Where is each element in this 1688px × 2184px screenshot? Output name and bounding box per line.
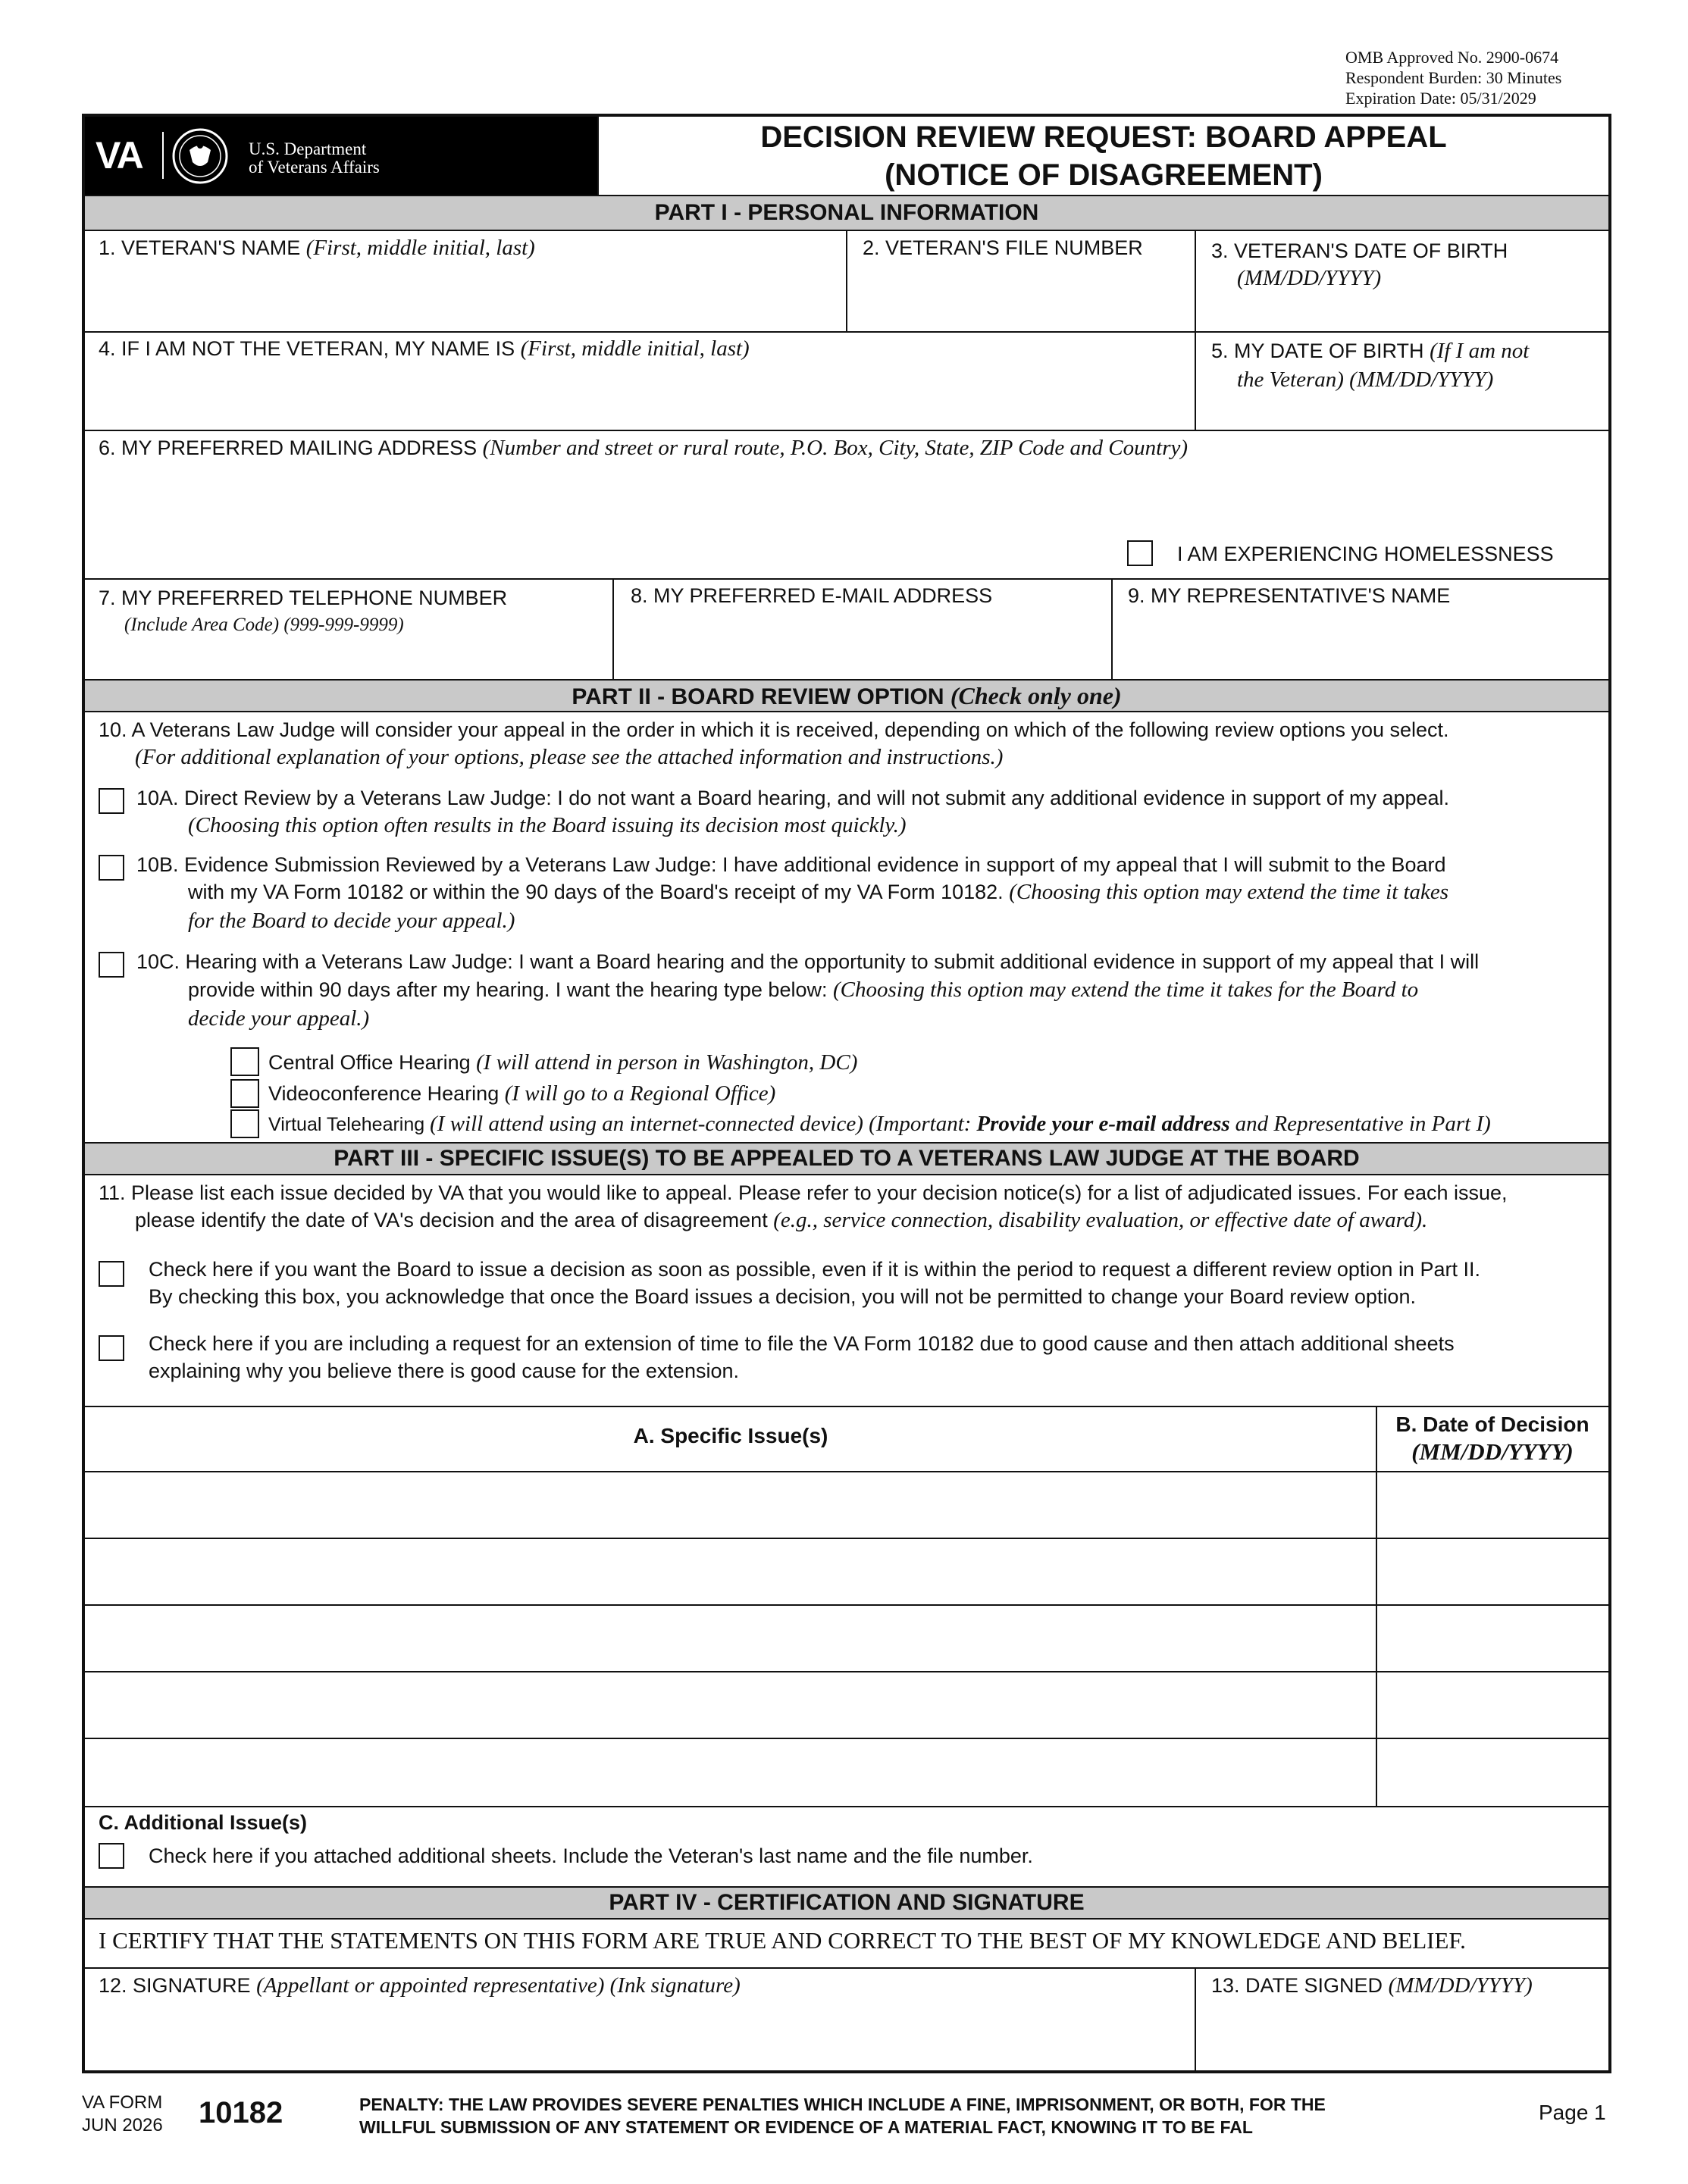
title-line-1: DECISION REVIEW REQUEST: BOARD APPEAL xyxy=(760,120,1447,154)
logo-divider xyxy=(162,132,164,179)
telephone-field[interactable] xyxy=(86,640,612,678)
virtual-telehearing-hint-a: (I will attend using an internet-connected device) (Important: xyxy=(430,1112,972,1136)
issue-row-2[interactable] xyxy=(86,1539,1375,1604)
signature-label-text: 12. SIGNATURE xyxy=(99,1974,251,1997)
part1-heading xyxy=(85,195,1608,231)
va-seal-icon xyxy=(171,127,229,185)
date-signed-label-text: 13. DATE SIGNED xyxy=(1211,1974,1383,1997)
veteran-name-hint: (First, middle initial, last) xyxy=(305,236,535,260)
form-date: JUN 2026 xyxy=(82,2115,163,2136)
option-10c-line-2-text: provide within 90 days after my hearing. I want the hearing type below: xyxy=(188,978,828,1001)
central-office-hint: (I will attend in person in Washington, DC) xyxy=(476,1050,858,1075)
expiration-date: Expiration Date: 05/31/2029 xyxy=(1345,89,1536,108)
mailing-address-label-text: 6. MY PREFERRED MAILING ADDRESS xyxy=(99,436,478,459)
issues-intro-1: 11. Please list each issue decided by VA that you would like to appeal. Please refer to your decision notice(s) for a list of adjudicated issues. For each issue, xyxy=(99,1181,1508,1204)
penalty-notice xyxy=(359,2093,1326,2139)
claimant-dob-label-text: 5. MY DATE OF BIRTH xyxy=(1211,339,1424,362)
option-10b-hint-1: (Choosing this option may extend the time it takes xyxy=(1009,880,1449,904)
divider xyxy=(85,1406,1608,1407)
option-10c-hint-2: decide your appeal.) xyxy=(188,1006,370,1031)
extension-line-2: explaining why you believe there is good cause for the extension. xyxy=(149,1360,739,1382)
veteran-dob-hint: (MM/DD/YYYY) xyxy=(1237,266,1382,290)
claimant-dob-hint-1: (If I am not xyxy=(1430,339,1530,363)
telephone-hint: (Include Area Code) (999-999-9999) xyxy=(124,615,404,635)
issue-date-2[interactable] xyxy=(1377,1539,1608,1604)
dept-line-2: of Veterans Affairs xyxy=(249,158,380,177)
homeless-label: I AM EXPERIENCING HOMELESSNESS xyxy=(1177,543,1554,565)
option-10c-checkbox[interactable] xyxy=(99,952,124,978)
certification-statement: I CERTIFY THAT THE STATEMENTS ON THIS FORM ARE TRUE AND CORRECT TO THE BEST OF MY KNOWLEDGE AND BELIEF. xyxy=(99,1927,1466,1954)
central-office-label-text: Central Office Hearing xyxy=(268,1051,471,1074)
dept-line-1: U.S. Department xyxy=(249,139,367,158)
form-id xyxy=(82,2092,163,2137)
part2-heading xyxy=(85,679,1608,712)
review-intro: 10. A Veterans Law Judge will consider your appeal in the order in which it is received, depending on which of the following review options you select. xyxy=(99,718,1449,741)
omb-number: OMB Approved No. 2900-0674 xyxy=(1345,48,1559,67)
option-10a-checkbox[interactable] xyxy=(99,788,124,814)
virtual-telehearing-label-text: Virtual Telehearing xyxy=(268,1114,425,1135)
additional-sheets-checkbox[interactable] xyxy=(99,1843,124,1869)
date-signed-hint: (MM/DD/YYYY) xyxy=(1388,1973,1533,1998)
part2-title-hint: (Check only one) xyxy=(950,682,1122,709)
homeless-checkbox[interactable] xyxy=(1127,540,1153,566)
issue-row-4[interactable] xyxy=(86,1672,1375,1737)
mailing-address-label xyxy=(99,435,1188,461)
col-date-of-decision: B. Date of Decision xyxy=(1395,1413,1589,1436)
claimant-name-field[interactable] xyxy=(86,364,1193,428)
issue-row-1[interactable] xyxy=(86,1472,1375,1537)
videoconference-checkbox[interactable] xyxy=(230,1079,259,1108)
option-10a-label: 10A. Direct Review by a Veterans Law Judge: I do not want a Board hearing, and will not submit any additional evidence in support of my appeal. xyxy=(136,787,1450,809)
issues-intro-2 xyxy=(135,1207,1427,1233)
email-label: 8. MY PREFERRED E-MAIL ADDRESS xyxy=(631,584,993,607)
videoconference-hint: (I will go to a Regional Office) xyxy=(504,1081,776,1106)
veteran-dob-label: 3. VETERAN'S DATE OF BIRTH xyxy=(1211,239,1508,262)
penalty-line-1: PENALTY: THE LAW PROVIDES SEVERE PENALTIES WHICH INCLUDE A FINE, IMPRISONMENT, OR BOTH, FOR THE xyxy=(359,2095,1326,2114)
veteran-name-label-text: 1. VETERAN'S NAME xyxy=(99,236,301,259)
divider xyxy=(1195,231,1196,430)
option-10a-hint: (Choosing this option often results in the Board issuing its decision most quickly.) xyxy=(188,813,907,837)
option-10c-line-2 xyxy=(188,977,1418,1003)
videoconference-label xyxy=(268,1081,775,1106)
claimant-dob-hint-2: the Veteran) (MM/DD/YYYY) xyxy=(1237,368,1494,392)
extension-line-1: Check here if you are including a request for an extension of time to file the VA Form 10182 due to good cause and then attach additional sheets xyxy=(149,1332,1455,1355)
issues-intro-2-text: please identify the date of VA's decision and the area of disagreement xyxy=(135,1209,768,1231)
virtual-telehearing-hint-b: Provide your e-mail address xyxy=(976,1112,1230,1136)
signature-hint: (Appellant or appointed representative) (Ink signature) xyxy=(256,1973,741,1998)
form-title xyxy=(599,118,1608,194)
form-label: VA FORM xyxy=(82,2092,163,2113)
claimant-name-label-text: 4. IF I AM NOT THE VETERAN, MY NAME IS xyxy=(99,337,515,360)
va-logo: VA xyxy=(96,134,142,177)
central-office-label xyxy=(268,1050,857,1075)
title-line-2: (NOTICE OF DISAGREEMENT) xyxy=(885,158,1323,192)
divider xyxy=(85,331,1608,333)
representative-field[interactable] xyxy=(1113,610,1607,678)
option-10b-line-2 xyxy=(188,879,1448,905)
issue-date-5[interactable] xyxy=(1377,1739,1608,1805)
option-10c-hint-1: (Choosing this option may extend the time it takes for the Board to xyxy=(833,978,1419,1002)
part4-title: PART IV - CERTIFICATION AND SIGNATURE xyxy=(609,1890,1085,1915)
divider xyxy=(85,578,1608,580)
penalty-line-2: WILLFUL SUBMISSION OF ANY STATEMENT OR EVIDENCE OF A MATERIAL FACT, KNOWING IT TO BE FAL xyxy=(359,2117,1253,2137)
representative-label: 9. MY REPRESENTATIVE'S NAME xyxy=(1128,584,1451,607)
claimant-name-hint: (First, middle initial, last) xyxy=(520,336,750,361)
claimant-dob-label xyxy=(1211,338,1529,364)
telephone-label: 7. MY PREFERRED TELEPHONE NUMBER xyxy=(99,587,508,609)
signature-field[interactable] xyxy=(86,2001,1193,2069)
option-10c-line-1: 10C. Hearing with a Veterans Law Judge: I want a Board hearing and the opportunity to submit additional evidence in support of my appeal that I will xyxy=(136,950,1480,973)
signature-label xyxy=(99,1973,741,1998)
mailing-address-field[interactable] xyxy=(86,464,1117,577)
date-signed-field[interactable] xyxy=(1196,2001,1605,2069)
issue-row-5[interactable] xyxy=(86,1739,1375,1805)
veteran-name-label xyxy=(99,235,535,261)
additional-issues-label: C. Additional Issue(s) xyxy=(99,1811,308,1834)
expedite-line-1: Check here if you want the Board to issue a decision as soon as possible, even if it is within the period to request a different review option in Part II. xyxy=(149,1258,1480,1281)
col-specific-issues: A. Specific Issue(s) xyxy=(633,1424,828,1447)
part4-heading xyxy=(85,1886,1608,1920)
omb-info xyxy=(1345,47,1671,108)
option-10b-checkbox[interactable] xyxy=(99,855,124,881)
extension-checkbox[interactable] xyxy=(99,1335,124,1361)
virtual-telehearing-checkbox[interactable] xyxy=(230,1109,259,1138)
col-date-hint: (MM/DD/YYYY) xyxy=(1411,1438,1574,1465)
divider xyxy=(85,430,1608,431)
part2-title: PART II - BOARD REVIEW OPTION xyxy=(572,684,944,709)
page-number: Page 1 xyxy=(1539,2101,1606,2124)
issue-date-3[interactable] xyxy=(1377,1606,1608,1670)
divider xyxy=(85,1806,1608,1807)
mailing-address-hint: (Number and street or rural route, P.O. Box, City, State, ZIP Code and Country) xyxy=(482,436,1188,460)
divider xyxy=(85,1967,1608,1969)
videoconference-label-text: Videoconference Hearing xyxy=(268,1082,500,1105)
option-10b-line-1: 10B. Evidence Submission Reviewed by a Veterans Law Judge: I have additional evidence in support of my appeal that I will submit to the Board xyxy=(136,853,1446,876)
veteran-name-field[interactable] xyxy=(86,261,844,330)
issue-row-3[interactable] xyxy=(86,1606,1375,1670)
issues-intro-2-hint: (e.g., service connection, disability evaluation, or effective date of award). xyxy=(773,1208,1428,1232)
review-intro-hint: (For additional explanation of your options, please see the attached information and instructions.) xyxy=(135,745,1004,769)
option-10b-line-2-text: with my VA Form 10182 or within the 90 days of the Board's receipt of my VA Form 10182. xyxy=(188,881,1004,903)
additional-sheets-label: Check here if you attached additional sheets. Include the Veteran's last name and the file number. xyxy=(149,1845,1033,1867)
virtual-telehearing-label xyxy=(268,1111,1491,1137)
central-office-checkbox[interactable] xyxy=(230,1047,259,1076)
expedite-checkbox[interactable] xyxy=(99,1261,124,1287)
virtual-telehearing-hint-c: and Representative in Part I) xyxy=(1235,1112,1491,1136)
expedite-line-2: By checking this box, you acknowledge that once the Board issues a decision, you will not be permitted to change your Board review option. xyxy=(149,1285,1416,1308)
part3-heading xyxy=(85,1142,1608,1175)
veteran-dob-field[interactable] xyxy=(1196,292,1605,330)
claimant-name-label xyxy=(99,336,750,361)
issue-date-1[interactable] xyxy=(1377,1472,1608,1537)
issue-date-4[interactable] xyxy=(1377,1672,1608,1737)
respondent-burden: Respondent Burden: 30 Minutes xyxy=(1345,68,1562,87)
file-number-field[interactable] xyxy=(847,261,1193,330)
form-number: 10182 xyxy=(199,2096,283,2129)
part1-title: PART I - PERSONAL INFORMATION xyxy=(654,200,1039,225)
file-number-label: 2. VETERAN'S FILE NUMBER xyxy=(863,236,1143,259)
part3-title: PART III - SPECIFIC ISSUE(S) TO BE APPEALED TO A VETERANS LAW JUDGE AT THE BOARD xyxy=(334,1146,1360,1171)
option-10b-hint-2: for the Board to decide your appeal.) xyxy=(188,909,515,933)
email-field[interactable] xyxy=(614,610,1110,678)
va-header-logo-block xyxy=(85,117,597,195)
date-signed-label xyxy=(1211,1973,1533,1998)
